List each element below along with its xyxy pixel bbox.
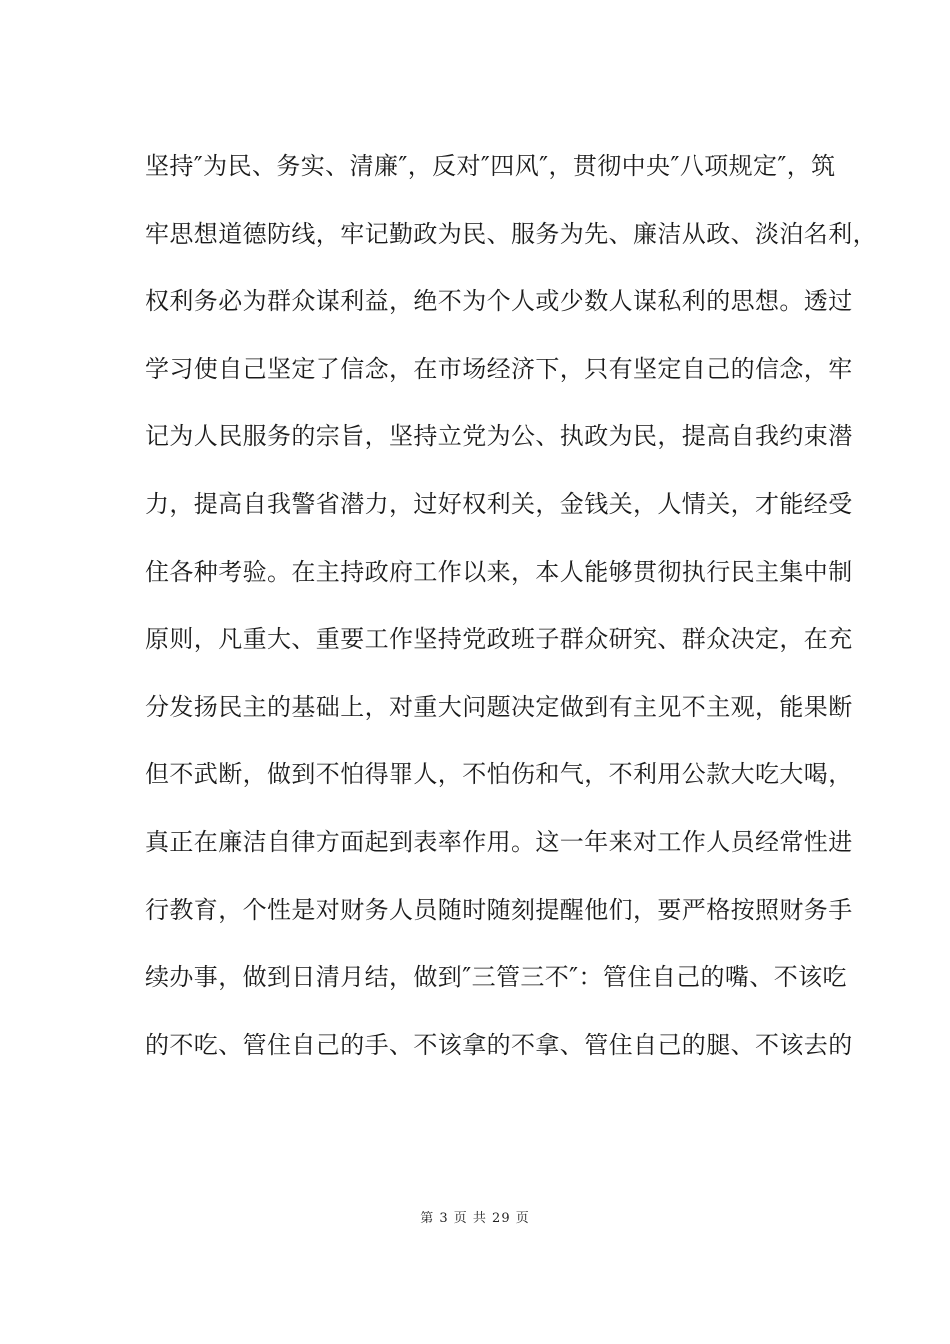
text-line: 学习使自己坚定了信念，在市场经济下，只有坚定自己的信念，牢: [145, 354, 853, 383]
text-line: 的不吃、管住自己的手、不该拿的不拿、管住自己的腿、不该去的: [145, 1030, 853, 1059]
page-number-footer: 第 3 页 共 29 页: [420, 1211, 530, 1226]
text-line: 坚持″为民、务实、清廉″，反对″四风″，贯彻中央″八项规定″，筑: [145, 152, 836, 180]
text-line: 分发扬民主的基础上，对重大问题决定做到有主见不主观，能果断: [145, 692, 853, 721]
text-line: 力，提高自我警省潜力，过好权利关，金钱关，人情关，才能经受: [145, 489, 853, 518]
text-line: 权利务必为群众谋利益，绝不为个人或少数人谋私利的思想。透过: [145, 287, 853, 316]
body-text: [145, 133, 877, 1079]
text-line: 牢思想道德防线，牢记勤政为民、服务为先、廉洁从政、淡泊名利，: [145, 219, 877, 248]
text-line: 住各种考验。在主持政府工作以来，本人能够贯彻执行民主集中制: [145, 557, 853, 586]
text-line: 真正在廉洁自律方面起到表率作用。这一年来对工作人员经常性进: [145, 827, 853, 856]
text-line: 原则，凡重大、重要工作坚持党政班子群众研究、群众决定，在充: [145, 625, 853, 654]
text-line: 但不武断，做到不怕得罪人，不怕伤和气，不利用公款大吃大喝，: [145, 760, 853, 789]
text-line: 记为人民服务的宗旨，坚持立党为公、执政为民，提高自我约束潜: [145, 422, 853, 451]
text-line: 行教育，个性是对财务人员随时随刻提醒他们，要严格按照财务手: [145, 895, 853, 924]
text-line: 续办事，做到日清月结，做到″三管三不″：管住自己的嘴、不该吃: [145, 963, 847, 992]
